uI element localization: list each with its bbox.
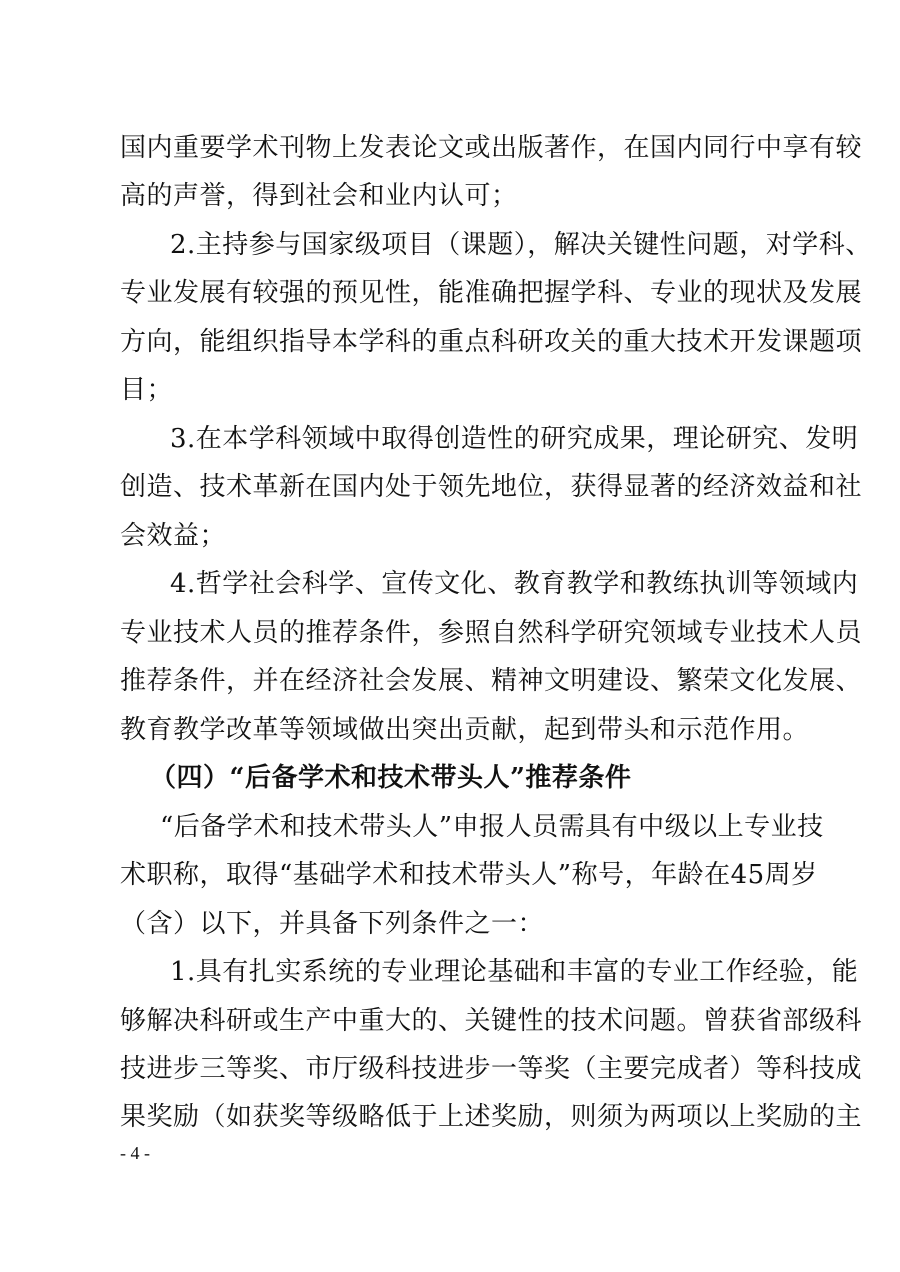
text-line-9: 会效益； (120, 521, 227, 551)
section-heading: （四）“后备学术和技术带头人”推荐条件 (150, 763, 632, 793)
text-line-1: 国内重要学术刊物上发表论文或出版著作，在国内同行中享有较 (120, 133, 863, 163)
text-line-13: 教育教学改革等领域做出突出贡献，起到带头和示范作用。 (120, 715, 810, 745)
page-number: - 4 - (120, 1143, 150, 1163)
text-line-17: （含）以下，并具备下列条件之一： (120, 909, 545, 939)
text-line-4: 专业发展有较强的预见性，能准确把握学科、专业的现状及发展 (120, 278, 863, 308)
text-line-6: 目； (120, 375, 174, 405)
text-line-21: 果奖励（如获奖等级略低于上述奖励，则须为两项以上奖励的主 (120, 1102, 863, 1132)
text-line-3: 2.主持参与国家级项目（课题），解决关键性问题，对学科、 (170, 230, 872, 260)
text-line-2: 高的声誉，得到社会和业内认可； (120, 181, 518, 211)
text-line-5: 方向，能组织指导本学科的重点科研攻关的重大技术开发课题项 (120, 327, 863, 357)
text-line-7: 3.在本学科领域中取得创造性的研究成果，理论研究、发明 (170, 424, 859, 454)
text-line-10: 4.哲学社会科学、宣传文化、教育教学和教练执训等领域内 (170, 569, 859, 599)
text-line-15: “后备学术和技术带头人”申报人员需具有中级以上专业技 (160, 812, 824, 842)
text-line-8: 创造、技术革新在国内处于领先地位，获得显著的经济效益和社 (120, 472, 863, 502)
text-line-20: 技进步三等奖、市厅级科技进步一等奖（主要完成者）等科技成 (120, 1054, 863, 1084)
text-line-11: 专业技术人员的推荐条件，参照自然科学研究领域专业技术人员 (120, 618, 863, 648)
text-line-19: 够解决科研或生产中重大的、关键性的技术问题。曾获省部级科 (120, 1006, 863, 1036)
text-line-12: 推荐条件，并在经济社会发展、精神文明建设、繁荣文化发展、 (120, 666, 863, 696)
text-line-16: 术职称，取得“基础学术和技术带头人”称号，年龄在45周岁 (120, 860, 818, 890)
text-line-18: 1.具有扎实系统的专业理论基础和丰富的专业工作经验，能 (170, 957, 859, 987)
